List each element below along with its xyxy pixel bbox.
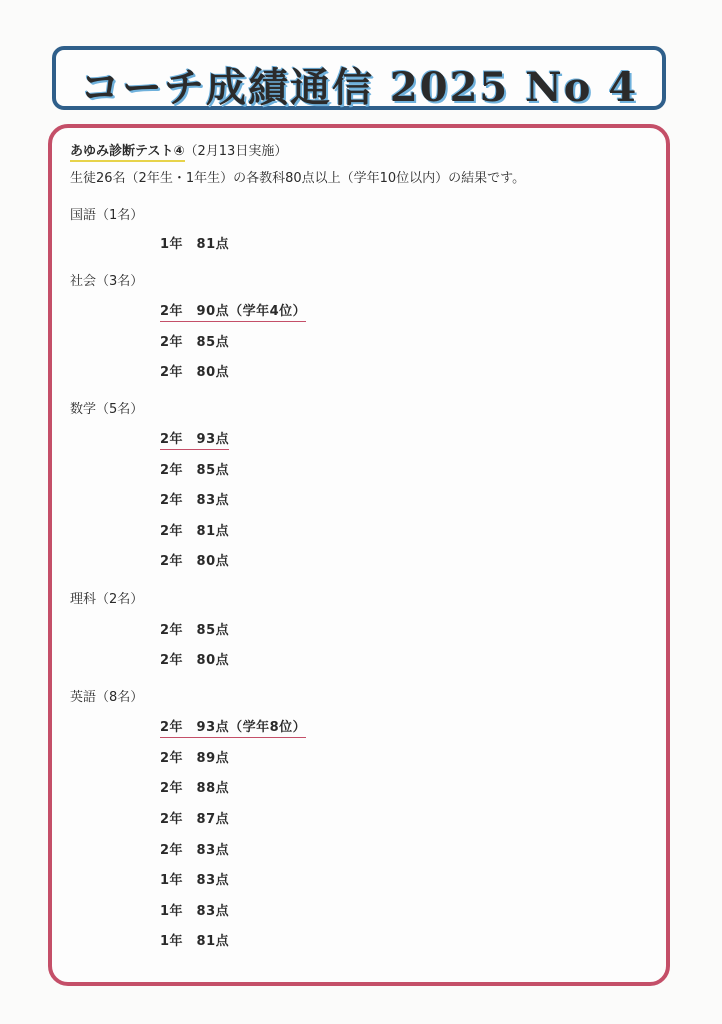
score-entry: 2年 80点 xyxy=(160,554,230,569)
score-entry: 2年 83点 xyxy=(160,843,230,858)
score-entry: 2年 80点 xyxy=(160,365,230,380)
score-entry: 2年 83点 xyxy=(160,493,230,508)
score-entry: 2年 90点（学年4位） xyxy=(160,300,306,322)
subject-japanese: 国語（1名） xyxy=(70,208,144,223)
page-title: コーチ成績通信 2025 No 4 xyxy=(80,64,639,111)
subject-english: 英語（8名） xyxy=(70,690,144,705)
test-name: あゆみ診断テスト④ xyxy=(70,144,185,162)
subject-social: 社会（3名） xyxy=(70,274,144,289)
subject-science: 理科（2名） xyxy=(70,592,144,607)
score-entry: 2年 85点 xyxy=(160,623,230,638)
score-entry: 2年 85点 xyxy=(160,463,230,478)
results-panel xyxy=(48,124,670,986)
score-entry: 1年 83点 xyxy=(160,904,230,919)
score-entry: 2年 93点（学年8位） xyxy=(160,716,306,738)
score-entry: 1年 81点 xyxy=(160,934,230,949)
intro-description: 生徒26名（2年生・1年生）の各教科80点以上（学年10位以内）の結果です。 xyxy=(70,171,526,186)
score-entry: 2年 80点 xyxy=(160,653,230,668)
score-entry: 2年 85点 xyxy=(160,335,230,350)
score-entry: 2年 81点 xyxy=(160,524,230,539)
test-date: （2月13日実施） xyxy=(184,144,288,159)
test-headline xyxy=(70,140,287,159)
score-entry: 2年 93点 xyxy=(160,428,229,450)
title-banner xyxy=(52,46,666,110)
score-entry: 1年 83点 xyxy=(160,873,230,888)
score-entry: 2年 89点 xyxy=(160,751,230,766)
score-entry: 2年 87点 xyxy=(160,812,230,827)
score-entry: 2年 88点 xyxy=(160,781,230,796)
subject-math: 数学（5名） xyxy=(70,402,144,417)
score-entry: 1年 81点 xyxy=(160,237,230,252)
